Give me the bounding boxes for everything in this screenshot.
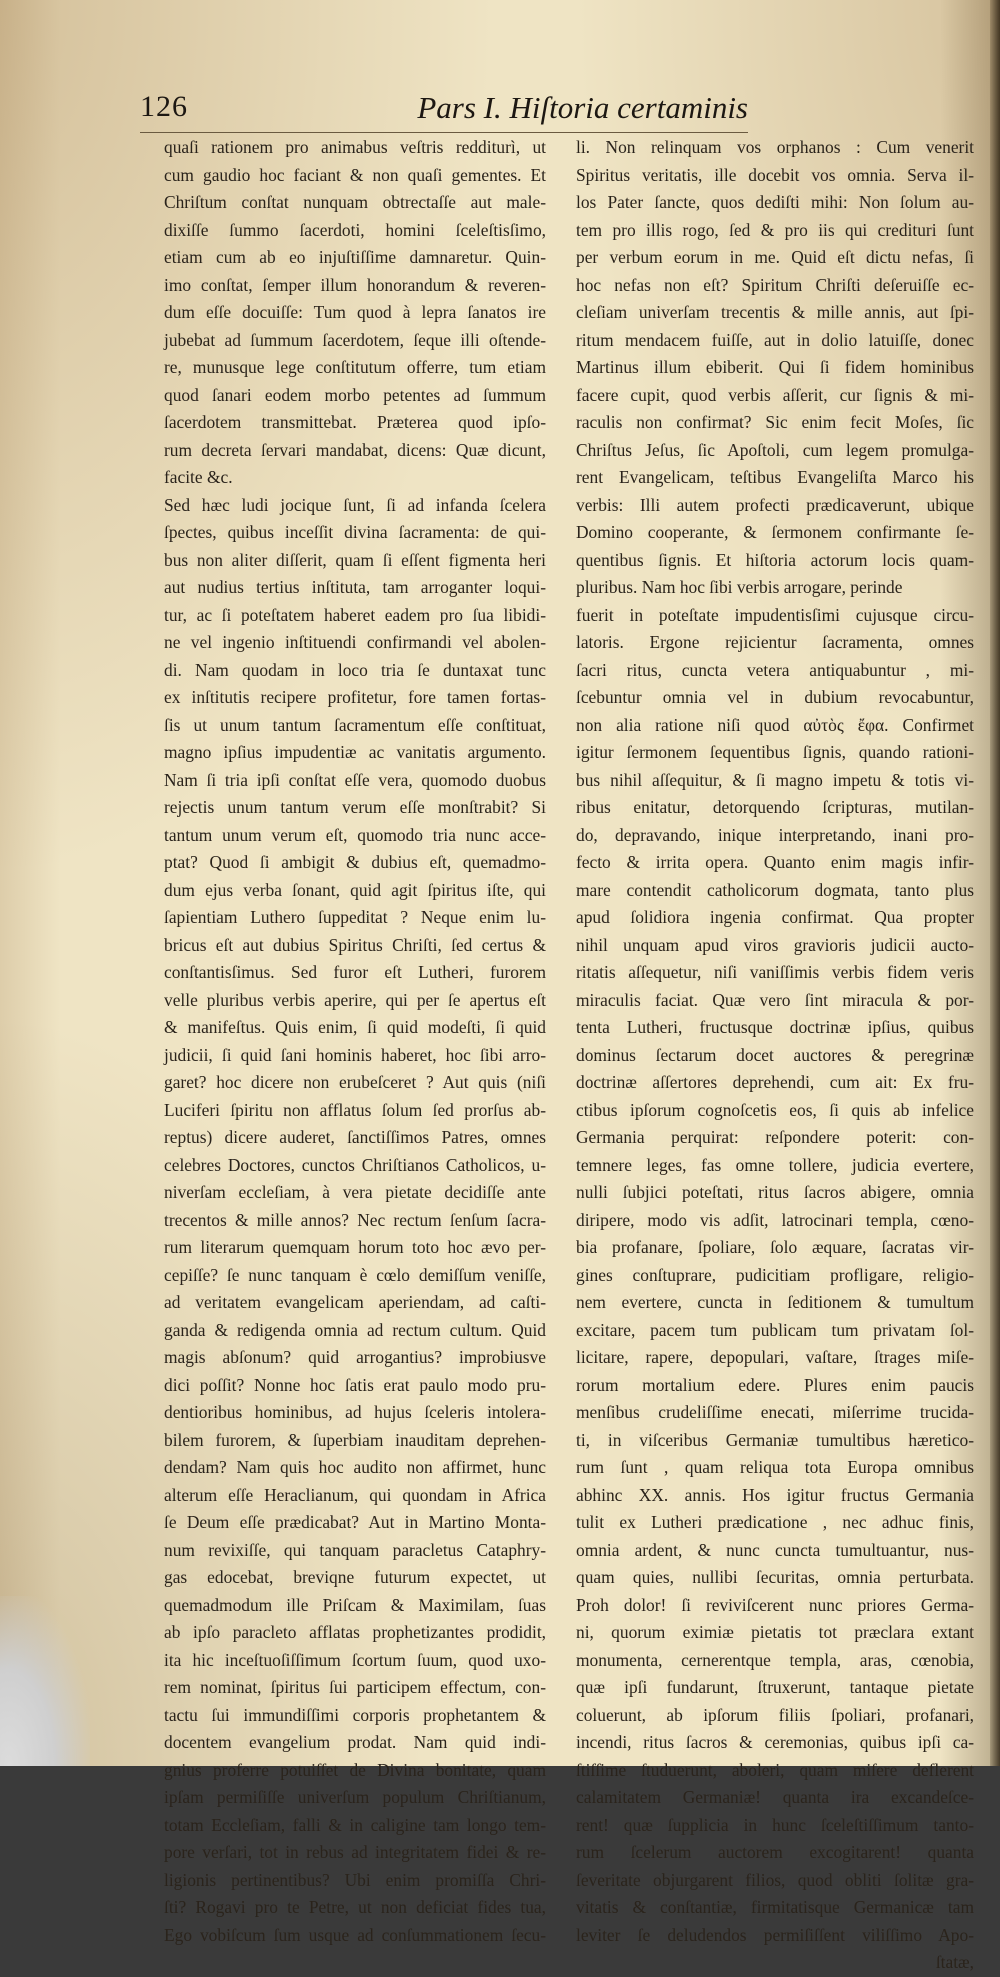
text-line: celebres Doctores, cunctos Chriſtianos Catholicos, u- xyxy=(164,1154,546,1175)
text-line: ligionis pertinentibus? Ubi enim promiſſa Chri- xyxy=(164,1869,546,1890)
text-line: dixiſſe ſummo ſacerdoti, homini ſceleſtisſimo, xyxy=(164,219,546,240)
text-line: li. Non relinquam vos orphanos : Cum venerit xyxy=(576,137,974,157)
text-line: calamitatem Germaniæ! quanta ira excandeſce- xyxy=(576,1787,974,1807)
text-line: ſti? Rogavi pro te Petre, ut non deficiat fides tua, xyxy=(164,1897,546,1917)
text-line: fecto & irrita opera. Quanto enim magis infir- xyxy=(576,852,974,872)
text-line: rum ſunt , quam reliqua tota Europa omnibus xyxy=(576,1457,974,1477)
text-line: rorum mortalium edere. Plures enim paucis xyxy=(576,1374,974,1395)
text-line: quentibus ſignis. Et hiſtoria actorum locis quam- xyxy=(576,549,974,570)
text-line: quam quies, nullibi ſecuritas, omnia perturbata. xyxy=(576,1567,974,1587)
text-line: rum literarum quemquam horum toto hoc ævo per- xyxy=(164,1237,546,1257)
text-line: judicii, ſi quid ſani hominis haberet, hoc ſibi arro- xyxy=(164,1044,546,1065)
text-line: ſeveritate objurgarent filios, quod obliti ſolitæ gra- xyxy=(576,1869,974,1890)
text-line: ritum mendacem fuiſſe, aut in dolio latuiſſe, donec xyxy=(576,329,974,350)
text-line: doctrinæ aſſertores deprehendi, cum ait: Ex fru- xyxy=(576,1072,974,1092)
text-line: dominus ſectarum docet auctores & peregrinæ xyxy=(576,1044,974,1065)
text-line: Domino cooperante, & ſermonem confirmante ſe- xyxy=(576,522,974,542)
text-line: mare contendit catholicorum dogmata, tanto plus xyxy=(576,879,974,900)
text-line: Chriſtum conſtat nunquam obtrectaſſe aut male- xyxy=(164,192,546,212)
text-line: & manifeſtus. Quis enim, ſi quid modeſti, ſi quid xyxy=(164,1017,546,1037)
text-line: velle pluribus verbis aperire, qui per ſe apertus eſt xyxy=(164,989,546,1010)
text-line: dendam? Nam quis hoc audito non affirmet, hunc xyxy=(164,1457,546,1477)
text-line: ganda & redigenda omnia ad rectum cultum. Quid xyxy=(164,1319,546,1340)
corner-stain xyxy=(0,1596,90,1766)
text-line: num revixiſſe, qui tanquam paracletus Cataphry- xyxy=(164,1539,546,1560)
text-line: etiam cum ab eo injuſtiſſime damnaretur. Quin- xyxy=(164,247,546,267)
text-line: ſapientiam Luthero ſuppeditat ? Neque enim lu- xyxy=(164,907,546,927)
text-line: Martinus illum ebiberit. Qui ſi fidem hominibus xyxy=(576,357,974,377)
text-line: ab ipſo paracleto afflatas prophetizantes prodidit, xyxy=(164,1622,546,1642)
text-line: fuerit in poteſtate impudentisſimi cujusque circu- xyxy=(576,604,974,625)
text-line: ex inſtitutis recipere profitetur, fore tamen fortas- xyxy=(164,687,546,707)
text-line: bilem furorem, & ſuperbiam inauditam deprehen- xyxy=(164,1429,546,1450)
text-line: ſacri ritus, cuncta vetera antiquabuntur , mi- xyxy=(576,659,974,680)
text-line: Spiritus veritatis, ille docebit vos omnia. Serva il- xyxy=(576,164,974,185)
text-line: ctibus ipſorum cognoſcetis eos, ſi quis ab infelice xyxy=(576,1099,974,1120)
text-line: tur, ac ſi poteſtatem haberet eadem pro ſua libidi- xyxy=(164,604,546,625)
text-line: Nam ſi tria ipſi conſtat eſſe vera, quomodo duobus xyxy=(164,769,546,790)
text-line: gas edocebat, breviqne futurum expectet, ut xyxy=(164,1567,546,1587)
text-line: los Pater ſancte, quos dediſti mihi: Non ſolum au- xyxy=(576,192,974,212)
text-line: non alia ratione niſi quod αὐτὸς ἔφα. Confirmet xyxy=(576,714,974,735)
text-line: docentem evangelium prodat. Nam quid indi- xyxy=(164,1732,546,1752)
text-line: cepiſſe? ſe nunc tanquam è cœlo demiſſum veniſſe, xyxy=(164,1264,546,1285)
text-line: facere cupit, quod verbis aſſerit, cur ſignis & mi- xyxy=(576,384,974,405)
text-line: imo conſtat, ſemper illum honorandum & reveren- xyxy=(164,274,546,295)
page-edge-shadow xyxy=(990,0,1000,1766)
text-line: rum decreta ſervari mandabat, dicens: Quæ dicunt, xyxy=(164,439,546,460)
text-line: tem pro illis rogo, ſed & pro iis qui credituri ſunt xyxy=(576,219,974,240)
text-line: licitare, rapere, depopulari, vaſtare, ſtrages miſe- xyxy=(576,1347,974,1367)
text-line: ritatis aſſequetur, niſi vaniſſimis verbis fidem veris xyxy=(576,962,974,982)
text-line: Ego vobiſcum ſum usque ad conſummationem ſecu- xyxy=(164,1924,546,1945)
text-line: cum gaudio hoc faciant & non quaſi gementes. Et xyxy=(164,164,546,185)
text-line: pluribus. Nam hoc ſibi verbis arrogare, perinde xyxy=(576,577,903,597)
text-line: jubebat ad ſummum ſacerdotem, ſeque illi oſtende- xyxy=(164,329,546,350)
text-line: Proh dolor! ſi reviviſcerent nunc priores Germa- xyxy=(576,1594,974,1615)
text-line: miraculis faciat. Quæ vero ſint miracula & por- xyxy=(576,989,974,1010)
text-line: igitur ſermonem ſequentibus ſignis, quando rationi- xyxy=(576,742,974,762)
text-line: rent Evangelicam, teſtibus Evangeliſta Marco his xyxy=(576,467,974,487)
text-line: latoris. Ergone rejicientur ſacramenta, omnes xyxy=(576,632,974,652)
text-line: rem nominat, ſpiritus ſui participem effectum, con- xyxy=(164,1677,546,1697)
text-line: alterum eſſe Heraclianum, qui quondam in Africa xyxy=(164,1484,546,1505)
text-line: ſis ut unum tantum ſacramentum eſſe conſtituat, xyxy=(164,714,546,735)
page-header xyxy=(140,88,748,133)
text-line: pore verſari, tot in rebus ad integritatem fidei & re- xyxy=(164,1842,546,1862)
text-line: gines conſtuprare, pudicitiam profligare, religio- xyxy=(576,1264,974,1285)
text-line: tactu ſui immundiſſimi corporis prophetantem & xyxy=(164,1704,546,1725)
text-line: gnius proferre potuiſſet de Divina bonitate, quam xyxy=(164,1759,546,1780)
left-text-column xyxy=(164,134,546,1949)
text-line: reptus) dicere auderet, ſanctiſſimos Patres, omnes xyxy=(164,1127,546,1147)
text-line: garet? hoc dicere non erubeſceret ? Aut quis (niſi xyxy=(164,1072,546,1092)
running-title: Pars I. Hiſtoria certaminis xyxy=(417,90,748,125)
text-line: conſtantisſimus. Sed furor eſt Lutheri, furorem xyxy=(164,962,546,982)
text-line: vitatis & conſtantiæ, firmitatisque Germanicæ tam xyxy=(576,1897,974,1917)
text-line: ita hic inceſtuoſiſſimum ſcortum ſuum, quod uxo- xyxy=(164,1649,546,1670)
text-line: omnia ardent, & nunc cuncta tumultuantur, nus- xyxy=(576,1539,974,1560)
text-line: ptat? Quod ſi ambigit & dubius eſt, quemadmo- xyxy=(164,852,546,872)
text-line: monumenta, cernerentque templa, aras, cœnobia, xyxy=(576,1649,974,1670)
text-line: verbis: Illi autem profecti prædicaverunt, ubique xyxy=(576,494,974,515)
text-line: leviter ſe deludendos permiſiſſent viliſſimo Apo- xyxy=(576,1924,974,1945)
text-line: ad veritatem evangelicam aperiendam, ad caſti- xyxy=(164,1292,546,1312)
text-line: temnere leges, fas omne tollere, judicia evertere, xyxy=(576,1154,974,1175)
text-line: nulli ſubjici poteſtati, ritus ſacros abigere, omnia xyxy=(576,1182,974,1202)
text-line: quod ſanari eodem morbo petentes ad ſummum xyxy=(164,384,546,405)
text-line: nihil unquam apud viros gravioris judicii aucto- xyxy=(576,934,974,955)
text-line: rum ſcelerum auctorem excogitarent! quanta xyxy=(576,1842,974,1862)
text-line: rent! quæ ſupplicia in hunc ſceleſtiſſimum tanto- xyxy=(576,1814,974,1835)
text-line: ſtiſſime ſtuduerunt, aboleri, quam miſere deflerent xyxy=(576,1759,974,1780)
text-line: ſe Deum eſſe prædicabat? Aut in Martino Monta- xyxy=(164,1512,546,1532)
text-line: ni, quorum eximiæ pietatis tot præclara extant xyxy=(576,1622,974,1642)
text-line: ipſam permiſiſſe univerſum populum Chriſtianum, xyxy=(164,1787,546,1807)
text-line: ſpectes, quibus inceſſit divina ſacramenta: de qui- xyxy=(164,522,546,542)
text-line: cleſiam univerſam trecentis & mille annis, aut ſpi- xyxy=(576,302,974,322)
text-line: ne vel ingenio inſtituendi confirmandi vel abolen- xyxy=(164,632,546,652)
text-line: quemadmodum ille Priſcam & Maximilam, ſuas xyxy=(164,1594,546,1615)
text-line: Luciferi ſpiritu non afflatus ſolum ſed prorſus ab- xyxy=(164,1099,546,1120)
text-line: magis abſonum? quid arrogantius? improbiusve xyxy=(164,1347,546,1367)
text-line: rejectis unum tantum verum eſſe monſtrabit? Si xyxy=(164,797,546,817)
text-line: tenta Lutheri, fructusque doctrinæ ipſius, quibus xyxy=(576,1017,974,1037)
text-line: Germania perquirat: reſpondere poterit: con- xyxy=(576,1127,974,1147)
text-line: trecentos & mille annos? Nec rectum ſenſum ſacra- xyxy=(164,1209,546,1230)
text-line: do, depravando, inique interpretando, inani pro- xyxy=(576,824,974,845)
text-line: totam Eccleſiam, falli & in caligine tam longo tem- xyxy=(164,1814,546,1835)
text-line: Chriſtus Jeſus, ſic Apoſtoli, cum legem promulga- xyxy=(576,439,974,460)
text-line: raculis non confirmat? Sic enim fecit Moſes, ſic xyxy=(576,412,974,432)
text-line: bia profanare, ſpoliare, ſolo æquare, ſacratas vir- xyxy=(576,1237,974,1257)
right-text-column xyxy=(576,134,974,1977)
text-line: facite &c. xyxy=(164,467,233,487)
text-line: di. Nam quodam in loco tria ſe duntaxat tunc xyxy=(164,659,546,680)
text-line: menſibus crudeliſſime enecati, miſerrime trucida- xyxy=(576,1402,974,1422)
page-number: 126 xyxy=(140,90,188,123)
text-line: ribus enitatur, detorquendo ſcripturas, mutilan- xyxy=(576,797,974,817)
text-line: Sed hæc ludi jocique ſunt, ſi ad infanda ſcelera xyxy=(164,494,546,515)
text-line: bus non aliter diſſerit, quam ſi eſſent figmenta heri xyxy=(164,549,546,570)
text-line: coluerunt, ab ipſorum filiis ſpoliari, profanari, xyxy=(576,1704,974,1725)
text-line: quaſi rationem pro animabus veſtris redditurì, ut xyxy=(164,137,546,157)
text-line: nem evertere, cuncta in ſeditionem & tumultum xyxy=(576,1292,974,1312)
text-line: ſacerdotem transmittebat. Præterea quod ipſo- xyxy=(164,412,546,432)
text-line: incendi, ritus ſacros & ceremonias, quibus ipſi ca- xyxy=(576,1732,974,1752)
text-line: bricus eſt aut dubius Spiritus Chriſti, ſed certus & xyxy=(164,934,546,955)
text-line: abhinc XX. annis. Hos igitur fructus Germania xyxy=(576,1484,974,1505)
text-line: hoc nefas non eſt? Spiritum Chriſti deſeruiſſe ec- xyxy=(576,274,974,295)
text-line: ſtatæ, xyxy=(935,1952,974,1972)
text-line: dum ejus verba ſonant, quid agit ſpiritus iſte, qui xyxy=(164,879,546,900)
text-line: diripere, modo vis adſit, latrocinari templa, cœno- xyxy=(576,1209,974,1230)
text-line: excitare, pacem tum publicam tum privatam ſol- xyxy=(576,1319,974,1340)
text-line: dici poſſit? Nonne hoc ſatis erat paulo modo pru- xyxy=(164,1374,546,1395)
text-line: tantum unum verum eſt, quomodo tria nunc acce- xyxy=(164,824,546,845)
text-line: niverſam eccleſiam, à vera pietate decidiſſe ante xyxy=(164,1182,546,1202)
text-line: tulit ex Lutheri prædicatione , nec adhuc finis, xyxy=(576,1512,974,1532)
text-line: re, munusque lege conſtitutum offerre, tum etiam xyxy=(164,357,546,377)
text-line: bus nihil aſſequitur, & ſi magno impetu & totis vi- xyxy=(576,769,974,790)
text-line: aut nudius tertius inſtituta, tam arroganter loqui- xyxy=(164,577,546,597)
text-line: dentioribus hominibus, ad hujus ſceleris intolera- xyxy=(164,1402,546,1422)
text-line: apud ſolidiora ingenia confirmat. Qua propter xyxy=(576,907,974,927)
text-line: ti, in viſceribus Germaniæ tumultibus hæretico- xyxy=(576,1429,974,1450)
text-line: magno ipſius impudentiæ ac vanitatis argumento. xyxy=(164,742,546,762)
text-line: dum eſſe docuiſſe: Tum quod à lepra ſanatos ire xyxy=(164,302,546,322)
text-line: ſcebuntur omnia vel in dubium revocabuntur, xyxy=(576,687,974,707)
text-line: per verbum eorum in me. Quid eſt dictu nefas, ſi xyxy=(576,247,974,267)
text-line: quæ ipſi fundarunt, ſtruxerunt, tantaque pietate xyxy=(576,1677,974,1697)
